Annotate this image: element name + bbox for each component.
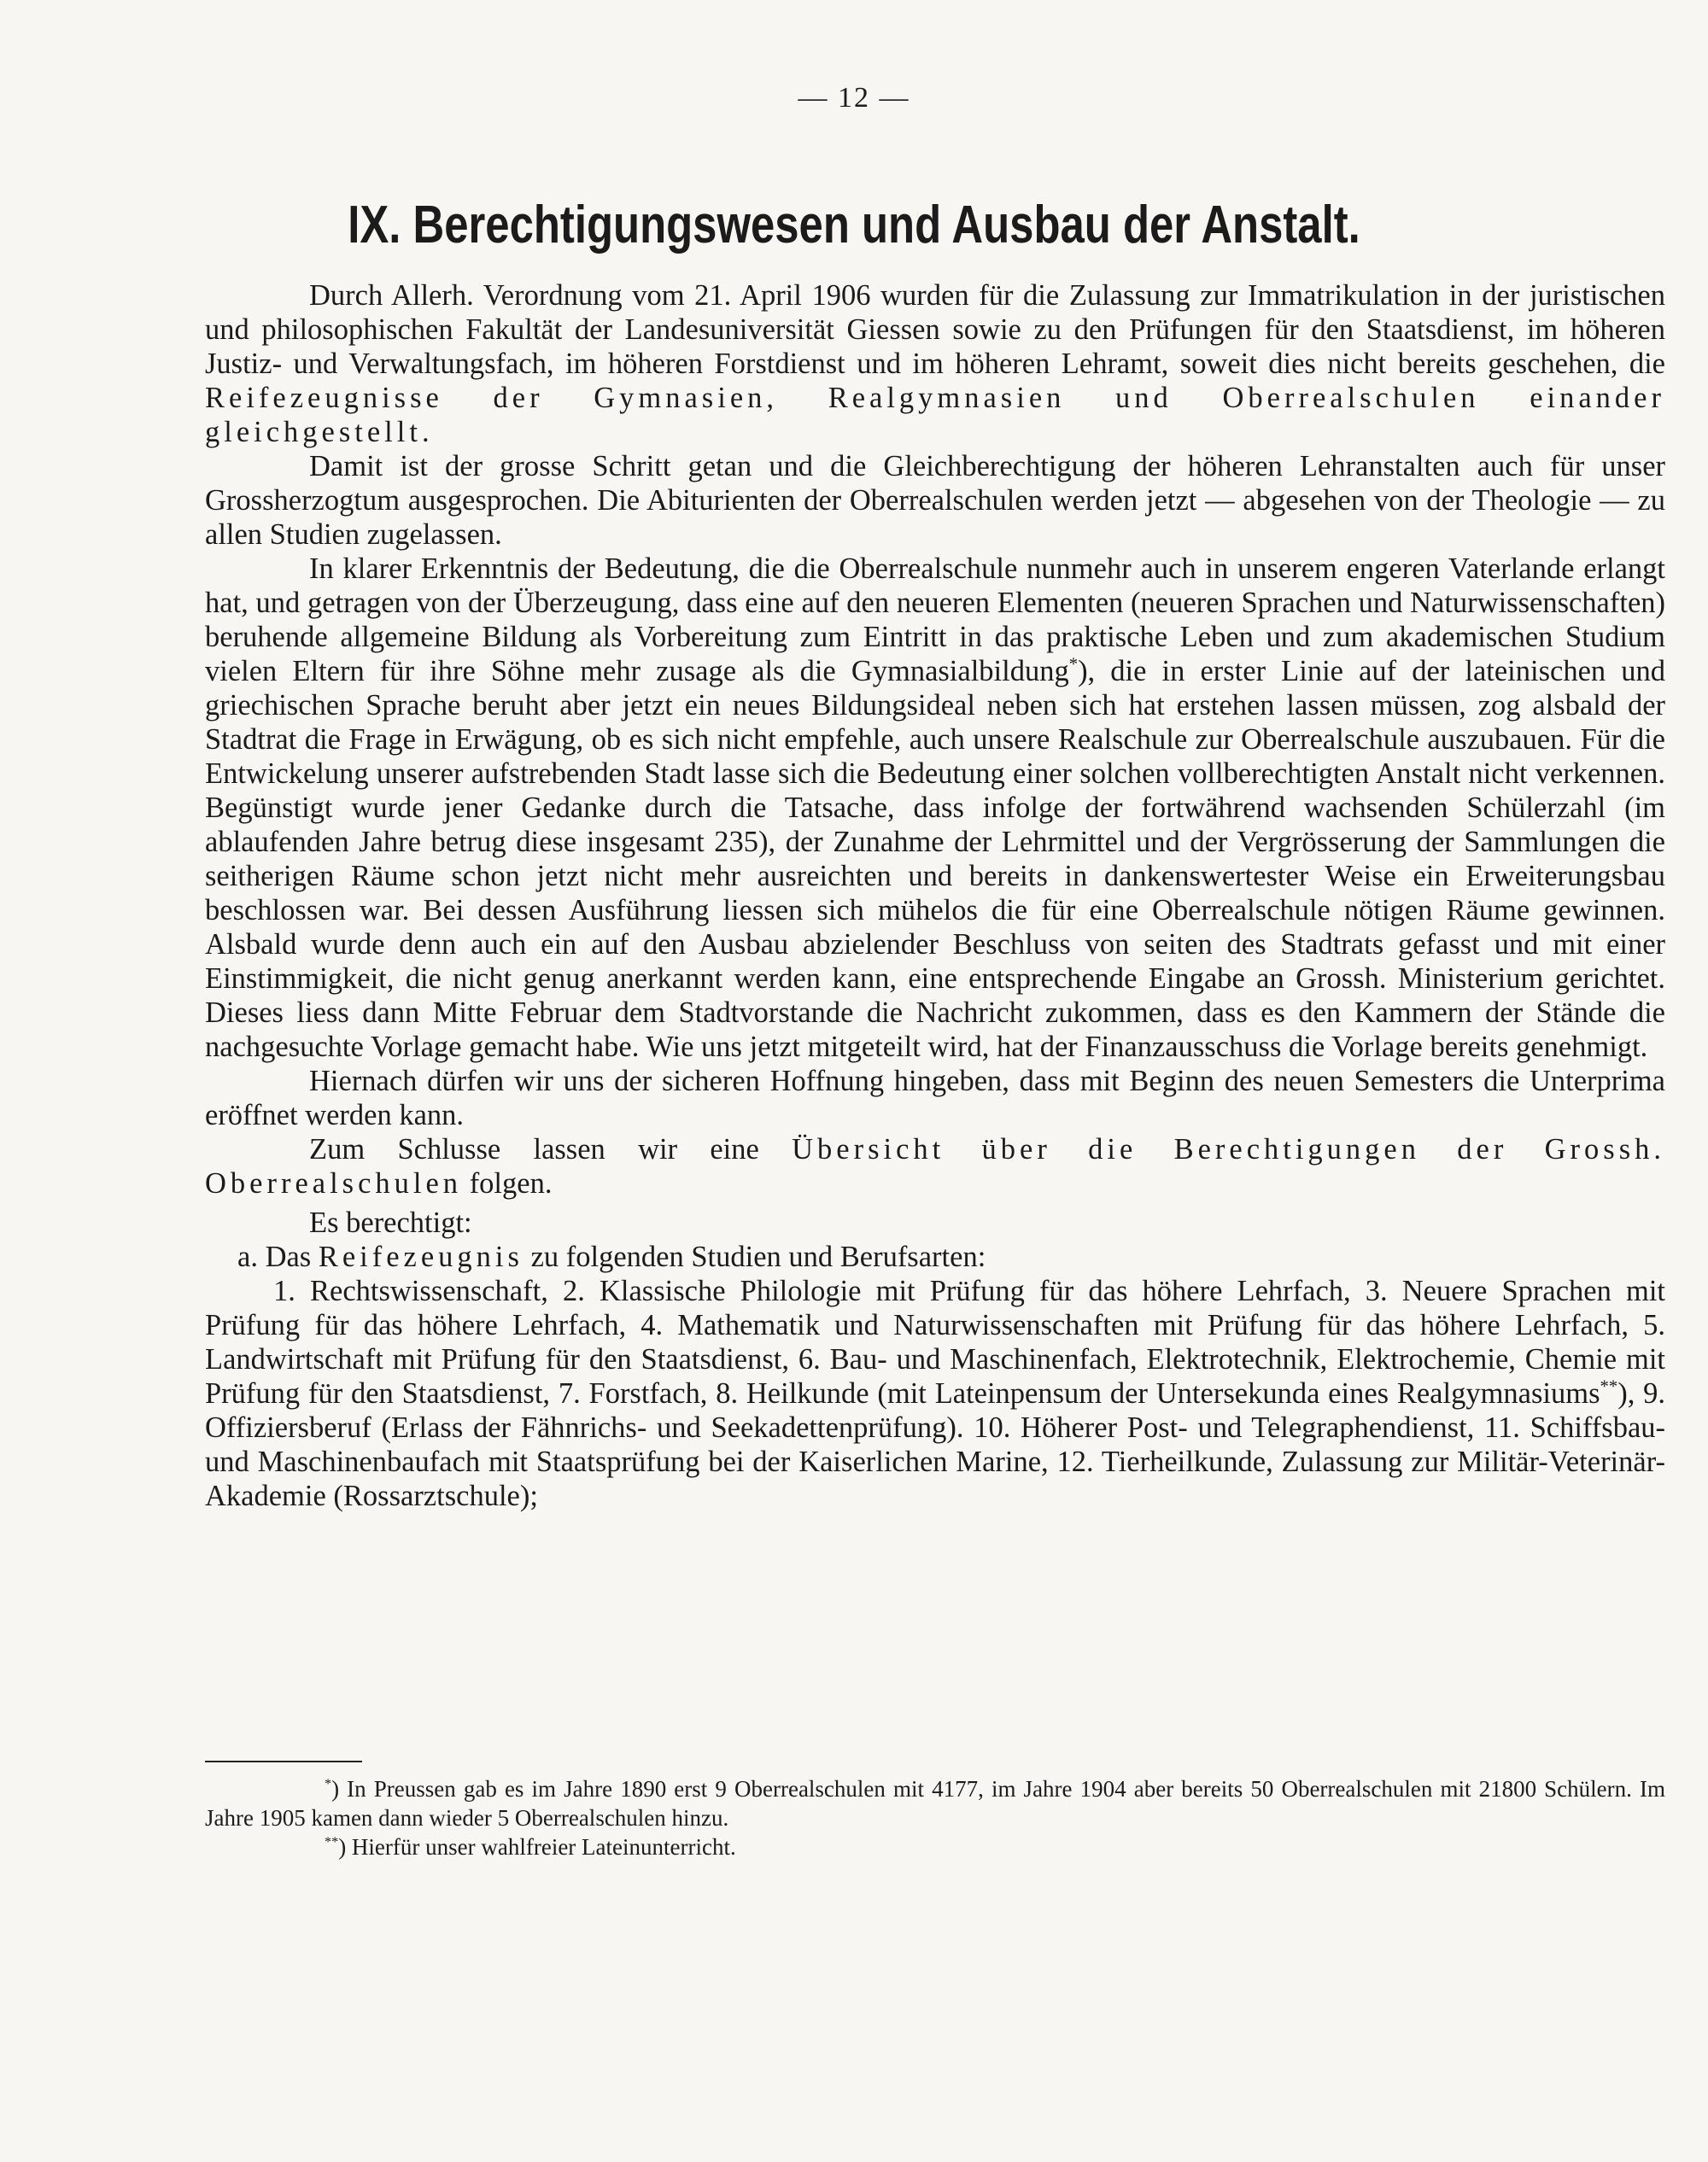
body-text [205, 278, 1665, 1513]
footnote-ref-1: * [1068, 655, 1079, 675]
footnote-2-text: ) Hierfür unser wahlfreier Lateinunterricht. [338, 1834, 736, 1860]
footnotes [205, 1774, 1665, 1861]
footnote-1-text: ) In Preussen gab es im Jahre 1890 erst 9 Oberrealschulen mit 4177, im Jahre 1904 aber bereits 50 Oberrealschulen mit 21800 Schülern. Im Jahre 1905 kamen dann wieder 5 Oberrealschulen hinzu. [205, 1776, 1665, 1831]
list-a-heading [205, 1240, 1665, 1274]
p3-text-a: In klarer Erkenntnis der Bedeutung, die die Oberrealschule nunmehr auch in unserem engeren Vaterlande erlangt hat, und getragen von der Überzeugung, dass eine auf den neueren Elementen (neueren Sprachen und Naturwissenschaften) beruhende allgemeine Bildung als Vorbereitung zum Eintritt in das praktische Leben und zum akademischen Studium vielen Eltern für ihre Söhne mehr zusage als die Gymnasialbildung [205, 552, 1665, 687]
paragraph-4: Hiernach dürfen wir uns der sicheren Hoffnung hingeben, dass mit Beginn des neuen Semesters die Unterprima eröffnet werden kann. [205, 1065, 1665, 1131]
list-a-label: a. Das [237, 1241, 319, 1273]
footnote-divider [205, 1761, 362, 1762]
paragraph-3 [205, 552, 1665, 1064]
footnote-2-mark: ** [325, 1834, 339, 1849]
p1-spaced-text: Reifezeugnisse der Gymnasien, Realgymnasien und Oberrealschulen einander gleichgestellt. [205, 382, 1665, 448]
list-a-spaced: Reifezeugnis [318, 1241, 524, 1273]
paragraph-2: Damit ist der grosse Schritt getan und die Gleichberechtigung der höheren Lehranstalten auch für unser Grossherzogtum ausgesprochen. Die Abiturienten der Oberrealschulen werden jetzt — abgesehen von der Theologie — zu allen Studien zugelassen. [205, 450, 1665, 551]
footnote-1 [205, 1774, 1665, 1832]
footnote-2 [205, 1832, 1665, 1861]
footnote-ref-2: ** [1600, 1377, 1618, 1397]
page-number: — 12 — [798, 82, 910, 114]
numbered-text-b: ), 9. Offiziersberuf (Erlass der Fähnrichs- und Seekadettenprüfung). 10. Höherer Post- und Telegraphendienst, 11. Schiffsbau- und Maschinenbaufach mit Staatsprüfung bei der Kaiserlichen Marine, 12. Tierheilkunde, Zulassung zur Militär-Veterinär-Akademie (Rossarztschule); [205, 1377, 1665, 1512]
list-a-rest: zu folgenden Studien und Berufsarten: [523, 1241, 986, 1273]
paragraph-5 [205, 1132, 1665, 1201]
paragraph-1 [205, 278, 1665, 449]
section-heading: IX. Berechtigungswesen und Ausbau der Anstalt. [348, 196, 1360, 254]
paragraph-6: Es berechtigt: [309, 1207, 472, 1239]
p5-text-a: Zum Schlusse lassen wir eine [309, 1133, 793, 1166]
numbered-text-a: 1. Rechtswissenschaft, 2. Klassische Philologie mit Prüfung für das höhere Lehrfach, 3. Neuere Sprachen mit Prüfung für das höhere Lehrfach, 4. Mathematik und Naturwissenschaften mit Prüfung für das höhere Lehrfach, 5. Landwirtschaft mit Prüfung für den Staatsdienst, 6. Bau- und Maschinenfach, Elektrotechnik, Elektrochemie, Chemie mit Prüfung für den Staatsdienst, 7. Forstfach, 8. Heilkunde (mit Lateinpensum der Untersekunda eines Realgymnasiums [205, 1275, 1665, 1410]
p1-text: Durch Allerh. Verordnung vom 21. April 1906 wurden für die Zulassung zur Immatrikulation in der juristischen und philosophischen Fakultät der Landesuniversität Giessen sowie zu den Prüfungen für den Staatsdienst, im höheren Justiz- und Verwaltungsfach, im höheren Forstdienst und im höheren Lehramt, soweit dies nicht bereits geschehen, die [205, 279, 1665, 380]
p3-text-b: ), die in erster Linie auf der lateinischen und griechischen Sprache beruht aber jetzt ein neues Bildungsideal neben sich hat erstehen lassen müssen, zog alsbald der Stadtrat die Frage in Erwägung, ob es sich nicht empfehle, auch unsere Realschule zur Oberrealschule auszubauen. Für die Entwickelung unserer aufstrebenden Stadt lasse sich die Bedeutung einer solchen vollberechtigten Anstalt nicht verkennen. Begünstigt wurde jener Gedanke durch die Tatsache, dass infolge der fortwährend wachsenden Schülerzahl (im ablaufenden Jahre betrug diese insgesamt 235), der Zunahme der Lehrmittel und der Vergrösserung der Sammlungen die seitherigen Räume schon jetzt nicht mehr ausreichten und bereits in dankenswertester Weise ein Erweiterungsbau beschlossen war. Bei dessen Ausführung liessen sich mühelos die für eine Oberrealschule nötigen Räume gewinnen. Alsbald wurde denn auch ein auf den Ausbau abzielender Beschluss von seiten des Stadtrats gefasst und mit einer Einstimmigkeit, die nicht genug anerkannt werden kann, eine entsprechende Eingabe an Grossh. Ministerium gerichtet. Dieses liess dann Mitte Februar dem Stadtvorstande die Nachricht zukommen, dass es den Kammern der Stände die nachgesuchte Vorlage gemacht habe. Wie uns jetzt mitgeteilt wird, hat der Finanzausschuss die Vorlage bereits genehmigt. [205, 655, 1665, 1063]
p5-spaced-text: Übersicht über die Berechtigungen der Grossh. Oberrealschulen [205, 1133, 1665, 1200]
numbered-list [205, 1274, 1665, 1513]
p5-text-c: folgen. [462, 1167, 553, 1200]
footnote-1-mark: * [325, 1776, 332, 1791]
